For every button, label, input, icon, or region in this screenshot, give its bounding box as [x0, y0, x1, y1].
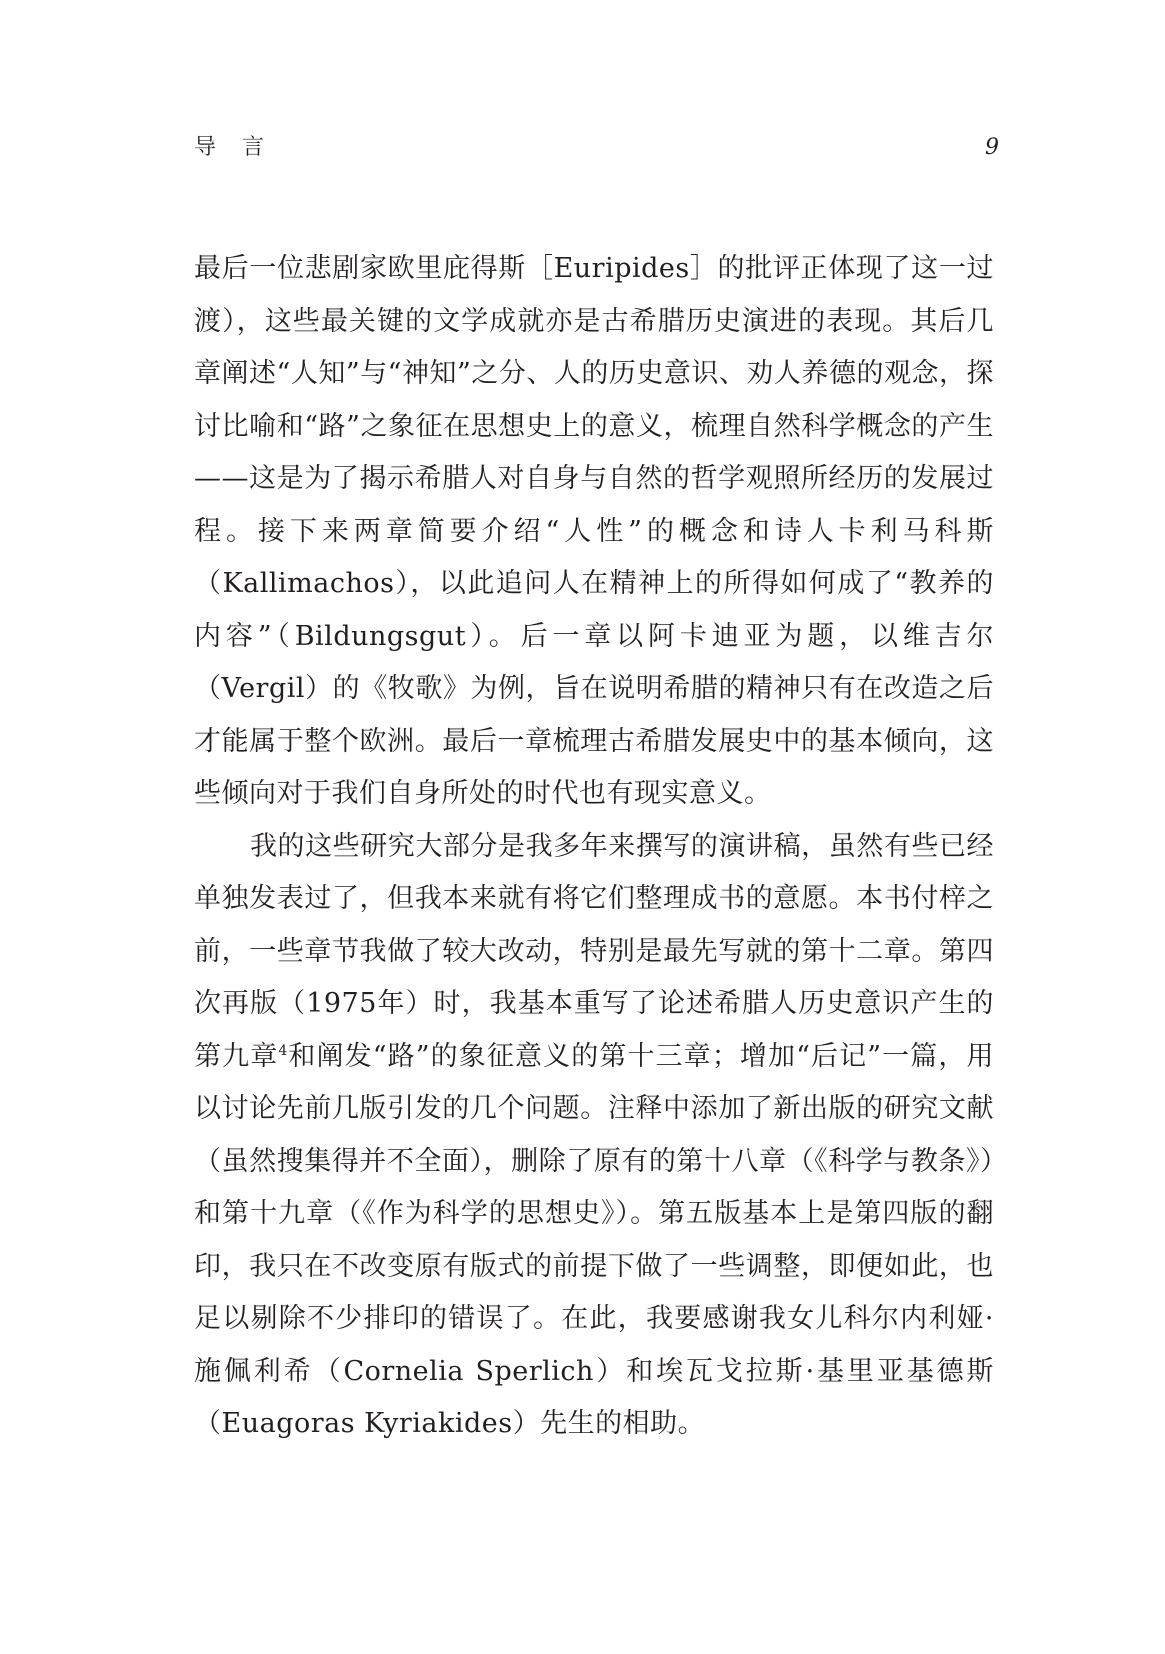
page-number: 9	[985, 135, 999, 160]
paragraph-text: 我的这些研究大部分是我多年来撰写的演讲稿，虽然有些已经单独发表过了，但我本来就有将它们整理成书的意愿。本书付梓之前，一些章节我做了较大改动，特别是最先写就的第十二章。第四次再版（1975年）时，我基本重写了论述希腊人历史意识产生的第九章	[194, 830, 994, 1072]
paragraph-text: 和阐发“路”的象征意义的第十三章；增加“后记”一篇，用以讨论先前几版引发的几个问题。注释中添加了新出版的研究文献（虽然搜集得并不全面），删除了原有的第十八章（《科学与教条》）和第十九章（《作为科学的思想史》）。第五版基本上是第四版的翻印，我只在不改变原有版式的前提下做了一些调整，即便如此，也足以剔除不少排印的错误了。在此，我要感谢我女儿科尔内利娅·施佩利希（Cornelia Sperlich）和埃瓦戈拉斯·基里亚基德斯（Euagoras Kyriakides）先生的相助。	[194, 1040, 995, 1439]
footnote-marker[interactable]: 4	[278, 1042, 288, 1059]
body-text	[194, 243, 994, 1451]
running-head: 导言	[194, 135, 291, 160]
paragraph: 最后一位悲剧家欧里庇得斯［Euripides］的批评正体现了这一过渡），这些最关键的文学成就亦是古希腊历史演进的表现。其后几章阐述“人知”与“神知”之分、人的历史意识、劝人养德的观念，探讨比喻和“路”之象征在思想史上的意义，梳理自然科学概念的产生——这是为了揭示希腊人对自身与自然的哲学观照所经历的发展过程。接下来两章简要介绍“人性”的概念和诗人卡利马科斯（Kallimachos），以此追问人在精神上的所得如何成了“教养的内容”（Bildungsgut）。后一章以阿卡迪亚为题，以维吉尔（Vergil）的《牧歌》为例，旨在说明希腊的精神只有在改造之后才能属于整个欧洲。最后一章梳理古希腊发展史中的基本倾向，这些倾向对于我们自身所处的时代也有现实意义。	[194, 253, 994, 809]
paragraph	[194, 821, 994, 1451]
